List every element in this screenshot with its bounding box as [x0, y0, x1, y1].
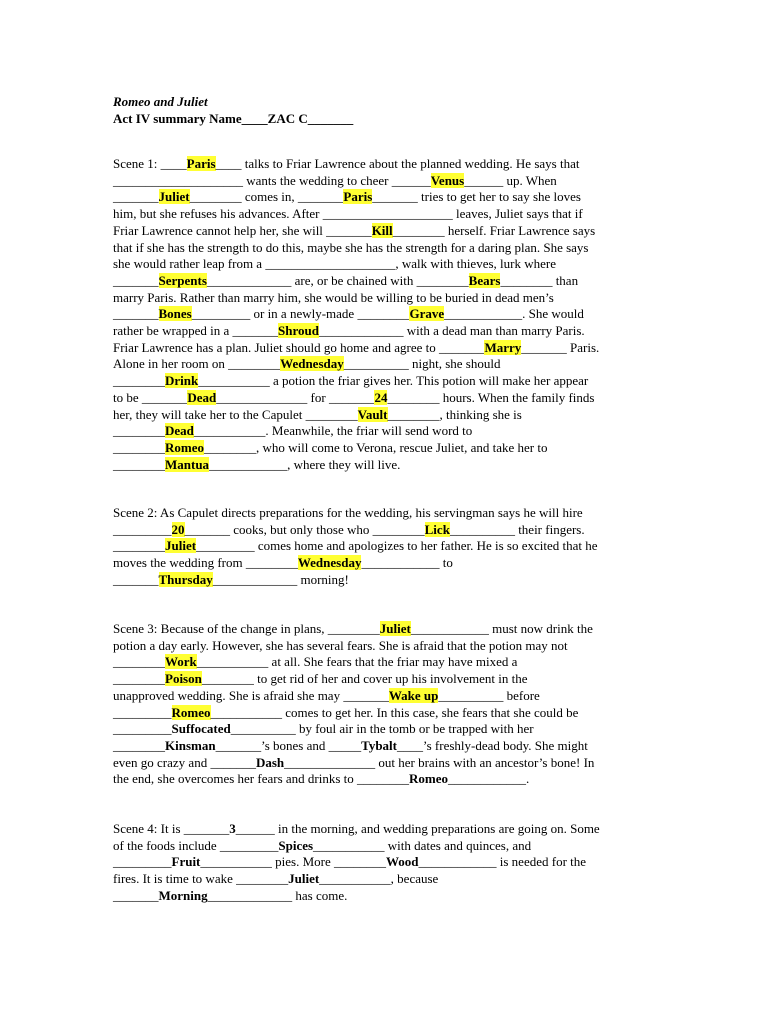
bold-answer: Tybalt [361, 737, 397, 753]
text-segment: moves the wedding from ________ [113, 555, 298, 571]
text-line [113, 189, 653, 206]
highlighted-answer: Juliet [165, 538, 197, 554]
text-segment: Friar Lawrence has a plan. Juliet should go home and agree to _______ [113, 339, 485, 355]
text-segment: _______ cooks, but only those who ________ [184, 521, 425, 537]
text-segment: ___________ a potion the friar gives her. This potion will make her appear [198, 373, 589, 389]
worksheet-title: Romeo and Juliet [113, 94, 208, 109]
highlighted-answer: 24 [374, 389, 388, 405]
text-segment: Scene 1: ____ [113, 156, 187, 171]
text-segment: __________ their fingers. [449, 521, 585, 537]
text-line [113, 654, 653, 671]
text-segment: ___________ pies. More ________ [200, 854, 386, 870]
text-segment: him, but she refuses his advances. After ____________________ leaves, Juliet says that if [113, 206, 583, 222]
scene-text [113, 621, 653, 788]
text-line [113, 671, 653, 688]
highlighted-answer: Thursday [158, 571, 213, 587]
bold-answer: Morning [158, 887, 208, 903]
highlighted-answer: Wednesday [297, 555, 362, 571]
text-segment: ________ [113, 737, 165, 753]
text-line [113, 705, 653, 722]
text-segment: ___________ with dates and quinces, and [313, 837, 532, 853]
bold-answer: Suffocated [171, 721, 231, 737]
text-line [113, 771, 653, 788]
text-segment: ________ comes in, _______ [189, 189, 344, 205]
text-segment: _____________ are, or be chained with ________ [206, 272, 469, 288]
scene-3-paragraph [113, 621, 653, 788]
bold-answer: Juliet [288, 871, 320, 887]
highlighted-answer: Venus [430, 172, 465, 188]
text-segment: ________ [113, 671, 165, 687]
highlighted-answer: Grave [409, 306, 445, 322]
bold-answer: Wood [386, 854, 419, 870]
text-segment: Scene 4: It is _______ [113, 821, 230, 836]
text-segment: ____ talks to Friar Lawrence about the planned wedding. He says that [215, 156, 580, 171]
worksheet-header [113, 93, 353, 127]
text-line [113, 838, 653, 855]
highlighted-answer: Paris [186, 156, 216, 171]
text-line [113, 173, 653, 190]
text-segment: ___________ comes to get her. In this case, she fears that she could be [210, 704, 579, 720]
text-segment: marry Paris. Rather than marry him, she would be willing to be buried in dead men’s [113, 289, 554, 305]
text-segment: _______ [113, 189, 159, 205]
act-name-line: Act IV summary Name____ZAC C_______ [113, 111, 354, 126]
scene-text [113, 505, 653, 589]
text-segment: unapproved wedding. She is afraid she may _______ [113, 687, 389, 703]
highlighted-answer: Dead [187, 389, 217, 405]
text-segment: ______ up. When [464, 172, 557, 188]
text-segment: ____________. She would [444, 306, 584, 322]
bold-answer: Romeo [409, 771, 449, 787]
text-segment: ______________ out her brains with an ancestor’s bone! In [284, 754, 595, 770]
text-segment: ______ in the morning, and wedding preparations are going on. Some [235, 821, 600, 836]
text-line [113, 407, 653, 424]
text-line [113, 871, 653, 888]
text-line [113, 738, 653, 755]
text-segment: ________ herself. Friar Lawrence says [392, 222, 596, 238]
text-segment: __________ before [438, 687, 540, 703]
text-segment: ________ [113, 423, 165, 439]
text-line [113, 457, 653, 474]
text-segment: ____________, where they will live. [209, 456, 401, 472]
text-segment: ____________ must now drink the [410, 621, 593, 636]
highlighted-answer: Dead [165, 423, 194, 439]
scene-text [113, 821, 653, 905]
text-segment: ____________. [448, 771, 530, 787]
text-line [113, 621, 653, 638]
text-line [113, 156, 653, 173]
text-segment: _______ [113, 306, 159, 322]
text-line [113, 572, 653, 589]
highlighted-answer: Shroud [277, 323, 319, 339]
text-segment: ________ hours. When the family finds [387, 389, 595, 405]
text-segment: to be _______ [113, 389, 188, 405]
text-segment: _______ [113, 272, 159, 288]
text-segment: potion a day early. However, she has several fears. She is afraid that the potion may not [113, 637, 568, 653]
text-segment: the end, she overcomes her fears and drinks to ________ [113, 771, 410, 787]
text-segment: fires. It is time to wake ________ [113, 871, 289, 887]
text-line [113, 290, 653, 307]
highlighted-answer: Poison [165, 671, 202, 687]
text-line [113, 522, 653, 539]
text-segment: _________ [113, 521, 172, 537]
text-segment: _________ [113, 854, 172, 870]
bold-answer: 3 [229, 821, 236, 836]
text-segment: Scene 2: As Capulet directs preparations for the wedding, his servingman says he will hire [113, 505, 583, 520]
highlighted-answer: Romeo [171, 704, 211, 720]
highlighted-answer: Juliet [379, 621, 411, 636]
text-segment: ________ [113, 439, 165, 455]
scene-4-paragraph [113, 821, 653, 905]
text-line [113, 256, 653, 273]
text-line [113, 888, 653, 905]
text-segment: Friar Lawrence cannot help her, she will _______ [113, 222, 372, 238]
text-segment: that if she has the strength to do this, maybe she has the strength for a daring plan. She says [113, 239, 589, 255]
text-segment: _________ [113, 704, 172, 720]
text-line [113, 306, 653, 323]
highlighted-answer: Bones [158, 306, 192, 322]
text-segment: ______________ for _______ [216, 389, 375, 405]
highlighted-answer: Wednesday [280, 356, 344, 372]
highlighted-answer: Drink [165, 373, 199, 389]
text-segment: ____________ to [361, 555, 453, 571]
highlighted-answer: Serpents [158, 272, 207, 288]
highlighted-answer: 20 [171, 521, 185, 537]
text-line [113, 240, 653, 257]
bold-answer: Spices [278, 837, 314, 853]
highlighted-answer: Kill [371, 222, 393, 238]
text-segment: ________ to get rid of her and cover up his involvement in the [201, 671, 528, 687]
text-line [113, 854, 653, 871]
text-segment: she would rather leap from a ____________________, walk with thieves, lurk where [113, 256, 556, 272]
text-segment: ________, who will come to Verona, rescue Juliet, and take her to [204, 439, 548, 455]
text-segment: ____________________ wants the wedding to cheer ______ [113, 172, 431, 188]
text-line [113, 373, 653, 390]
highlighted-answer: Vault [357, 406, 388, 422]
bold-answer: Fruit [171, 854, 201, 870]
bold-answer: Kinsman [165, 737, 216, 753]
text-line [113, 505, 653, 522]
text-segment: rather be wrapped in a _______ [113, 323, 278, 339]
bold-answer: Dash [255, 754, 285, 770]
text-segment: ________ [113, 654, 165, 670]
text-segment: even go crazy and _______ [113, 754, 256, 770]
highlighted-answer: Mantua [165, 456, 210, 472]
text-segment: ___________, because [319, 871, 439, 887]
text-line [113, 755, 653, 772]
text-segment: _______’s bones and _____ [215, 737, 362, 753]
text-segment: _____________ morning! [212, 571, 349, 587]
text-segment: ____’s freshly-dead body. She might [397, 737, 588, 753]
highlighted-answer: Work [165, 654, 197, 670]
highlighted-answer: Paris [343, 189, 373, 205]
scene-text [113, 156, 653, 473]
text-segment: of the foods include _________ [113, 837, 279, 853]
text-line [113, 356, 653, 373]
highlighted-answer: Marry [484, 339, 522, 355]
text-segment: __________ night, she should [343, 356, 501, 372]
text-line [113, 206, 653, 223]
text-segment: _______ tries to get her to say she loves [372, 189, 581, 205]
text-line [113, 273, 653, 290]
text-segment: _____________ has come. [207, 887, 348, 903]
text-segment: Alone in her room on ________ [113, 356, 281, 372]
scene-2-paragraph [113, 505, 653, 589]
text-segment: _________ [113, 721, 172, 737]
text-line [113, 821, 653, 838]
highlighted-answer: Juliet [158, 189, 190, 205]
text-line [113, 423, 653, 440]
text-segment: _________ or in a newly-made ________ [191, 306, 410, 322]
text-line [113, 390, 653, 407]
text-segment: ________ [113, 538, 165, 554]
text-line [113, 440, 653, 457]
text-segment: ________ [113, 456, 165, 472]
text-line [113, 323, 653, 340]
text-segment: ____________ is needed for the [418, 854, 587, 870]
highlighted-answer: Lick [424, 521, 450, 537]
text-segment: _______ [113, 887, 159, 903]
scene-1-paragraph [113, 156, 653, 473]
text-line [113, 555, 653, 572]
text-line [113, 340, 653, 357]
text-segment: _____________ with a dead man than marry Paris. [318, 323, 585, 339]
highlighted-answer: Wake up [388, 687, 439, 703]
text-segment: ________, thinking she is [387, 406, 522, 422]
highlighted-answer: Romeo [165, 439, 204, 455]
text-segment: ___________ at all. She fears that the friar may have mixed a [196, 654, 518, 670]
text-segment: __________ by foul air in the tomb or be trapped with her [230, 721, 534, 737]
text-segment: ___________. Meanwhile, the friar will send word to [193, 423, 473, 439]
highlighted-answer: Bears [468, 272, 501, 288]
text-segment: Scene 3: Because of the change in plans, ________ [113, 621, 380, 636]
text-segment: _______ [113, 571, 159, 587]
text-line [113, 688, 653, 705]
text-segment: ________ [113, 373, 165, 389]
text-segment: _______ Paris. [521, 339, 600, 355]
text-line [113, 638, 653, 655]
text-segment: ________ than [500, 272, 579, 288]
text-line [113, 538, 653, 555]
text-line [113, 223, 653, 240]
text-segment: _________ comes home and apologizes to her father. He is so excited that he [196, 538, 598, 554]
text-segment: her, they will take her to the Capulet ________ [113, 406, 358, 422]
text-line [113, 721, 653, 738]
